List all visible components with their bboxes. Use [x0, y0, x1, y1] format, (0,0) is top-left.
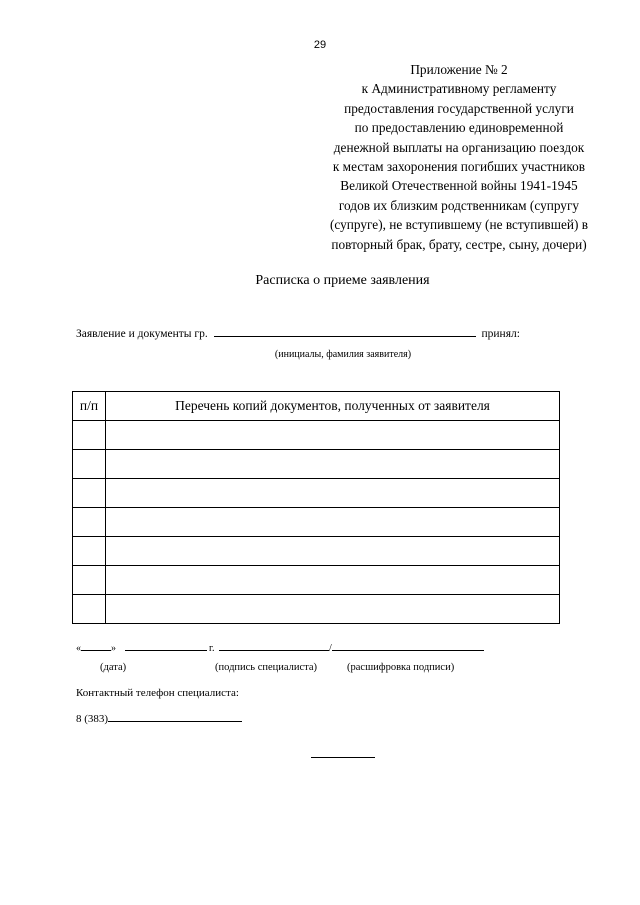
row-number-cell[interactable]	[73, 508, 106, 537]
row-document-cell[interactable]	[106, 537, 560, 566]
row-document-cell[interactable]	[106, 566, 560, 595]
caption-decoding: (расшифровка подписи)	[347, 662, 455, 673]
appendix-line: денежной выплаты на организацию поездок	[333, 139, 585, 155]
appendix-line: предоставления государственной услуги	[344, 100, 574, 116]
row-document-cell[interactable]	[106, 595, 560, 624]
table-row	[73, 595, 560, 624]
row-number-cell[interactable]	[73, 450, 106, 479]
appendix-line: Приложение № 2	[410, 62, 508, 77]
phone-field[interactable]	[108, 712, 242, 722]
appendix-line: по предоставлению единовременной	[354, 120, 564, 136]
accepted-suffix: принял:	[481, 328, 520, 340]
appendix-line: Великой Отечественной войны 1941-1945	[340, 178, 578, 194]
appendix-line: годов их близким родственникам (супругу	[338, 197, 580, 213]
slash: /	[328, 643, 332, 654]
row-document-cell[interactable]	[106, 450, 560, 479]
row-document-cell[interactable]	[106, 421, 560, 450]
appendix-line: повторный брак, брату, сестре, сыну, дочери)	[331, 236, 587, 252]
date-signature-line	[76, 641, 484, 654]
specialist-signature-field[interactable]	[219, 641, 329, 651]
row-number-cell[interactable]	[73, 479, 106, 508]
initials-caption: (инициалы, фамилия заявителя)	[274, 349, 412, 360]
month-field[interactable]	[125, 641, 207, 651]
row-number-cell[interactable]	[73, 421, 106, 450]
page-number: 29	[313, 39, 327, 51]
row-document-cell[interactable]	[106, 508, 560, 537]
year-mark: г.	[209, 643, 215, 654]
applicant-name-field[interactable]	[214, 325, 476, 337]
accepted-line	[76, 325, 520, 340]
signature-decoding-field[interactable]	[332, 641, 484, 651]
table-row	[73, 537, 560, 566]
table-row	[73, 566, 560, 595]
caption-signature: (подпись специалиста)	[215, 662, 318, 673]
accepted-prefix: Заявление и документы гр.	[76, 328, 208, 340]
contact-label: Контактный телефон специалиста:	[76, 687, 239, 699]
quote-close: »	[111, 643, 116, 654]
receipt-title: Расписка о приеме заявления	[255, 273, 430, 288]
appendix-line: (супруге), не вступившему (не вступившей) в	[329, 217, 589, 233]
table-row	[73, 508, 560, 537]
appendix-line: к Административному регламенту	[361, 81, 557, 97]
row-number-cell[interactable]	[73, 595, 106, 624]
row-number-cell[interactable]	[73, 537, 106, 566]
appendix-line: к местам захоронения погибших участников	[332, 159, 586, 175]
table-header-row	[73, 392, 560, 421]
quote-open: «	[76, 643, 81, 654]
header-documents-list: Перечень копий документов, полученных от заявителя	[106, 392, 560, 421]
phone-line	[76, 712, 242, 725]
appendix-header	[300, 60, 618, 254]
row-document-cell[interactable]	[106, 479, 560, 508]
table-row	[73, 450, 560, 479]
phone-prefix: 8 (383)	[76, 713, 109, 725]
table-row	[73, 421, 560, 450]
row-number-cell[interactable]	[73, 566, 106, 595]
caption-date: (дата)	[100, 662, 127, 673]
documents-table	[72, 391, 560, 624]
end-divider	[311, 757, 375, 758]
table-row	[73, 479, 560, 508]
header-number: п/п	[73, 392, 106, 421]
day-field[interactable]	[81, 641, 111, 651]
